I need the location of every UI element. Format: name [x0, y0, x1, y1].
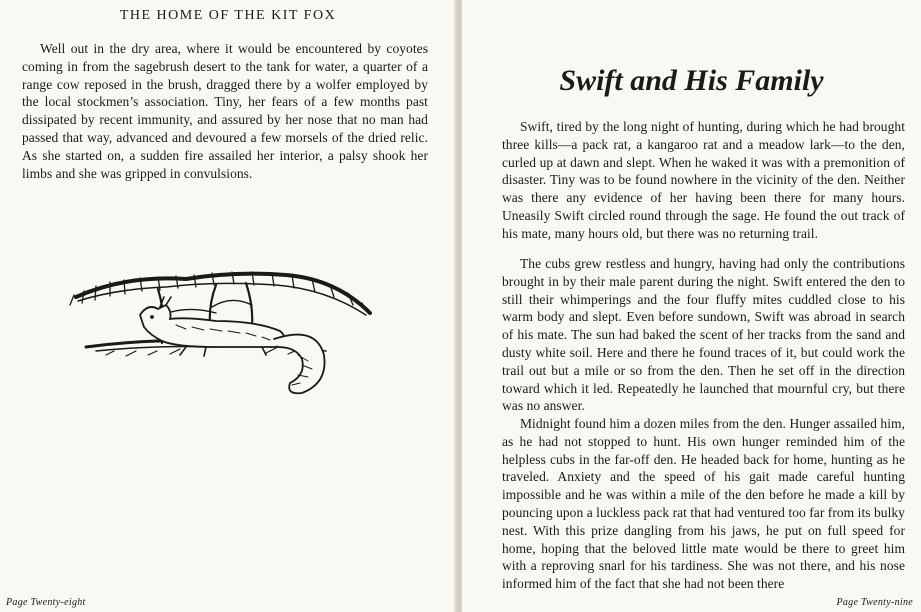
- right-page: [462, 0, 921, 612]
- paragraph-3: Midnight found him a dozen miles from the den. Hunger assailed him, as he had not stopped to hunt. His own hunger reminded him of the helpless cubs in the far-off den. He headed back for home, hunting as he traveled. Anxiety and the speed of his gait made careful hunting impossible and he was within a mile of the den before he made a kill by pouncing upon a luckless pack rat that had ventured too far from its bulky nest. With this prize dangling from his jaws, he put on full speed for home, hoping that the beloved little mate would be there to greet him with a reproving snarl for his tardiness. She was not there, and his nose informed him of the fact that she had not been there: [502, 416, 905, 592]
- fox-under-sagebrush-illustration: [66, 255, 380, 405]
- paragraph-1: Swift, tired by the long night of hunting, during which he had brought three kills—a pack rat, a kangaroo rat and a meadow lark—to the den, curled up at dawn and slept. When he waked it was with a premonition of disaster. Tiny was to be found nowhere in the vicinity of the den. Neither was there any evidence of her having been there for many hours. Uneasily Swift circled round through the sage. He found the out track of his mate, many hours old, but there was no returning trail.: [502, 119, 905, 241]
- page-number-left: Page Twenty-eight: [6, 597, 86, 608]
- paragraph-2: The cubs grew restless and hungry, having had only the contributions brought in by their male parent during the night. Swift entered the den to still their whimperings and the four fluffy mites cuddled close to his warm body and slept. Even before sundown, Swift was abroad in search of his mate. The sun had baked the scent of her tracks from the sand and dusty white soil. Here and there he found traces of it, but could work the trail out but a mile or so from the den. Then he set off in the direction toward which it led. Repeatedly he launched that mournful cry, but there was no answer.: [502, 256, 905, 414]
- page-number-right: Page Twenty-nine: [836, 597, 913, 608]
- left-page: [0, 0, 456, 612]
- left-paragraph: Well out in the dry area, where it would be encountered by coyotes coming in from the sagebrush desert to the tank for water, a quarter of a range cow reposed in the brush, dragged there by a wolfer employed by the local stockmen’s association. Tiny, her fears of a few months past dissipated by recent immunity, and assured by her nose that no man had passed that way, advanced and devoured a few morsels of the dried relic. As she started on, a sudden fire assailed her interior, a palsy shook her limbs and she was gripped in convulsions.: [22, 41, 428, 181]
- chapter-title: Swift and His Family: [559, 64, 824, 97]
- running-head: THE HOME OF THE KIT FOX: [119, 8, 337, 23]
